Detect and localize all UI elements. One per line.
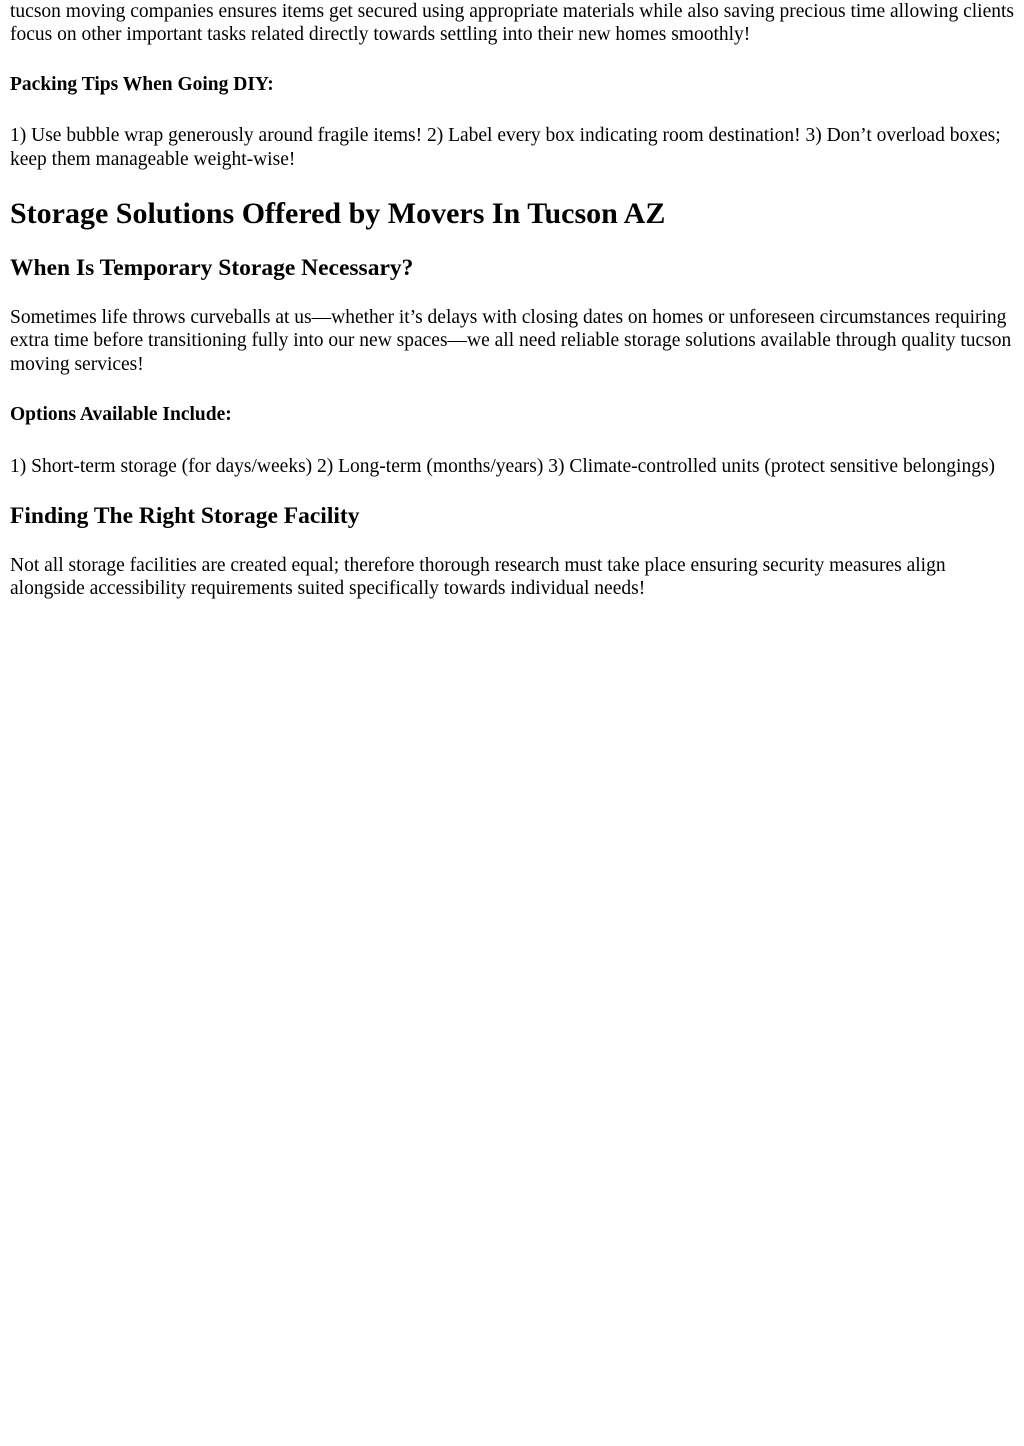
intro-paragraph: tucson moving companies ensures items get secured using appropriate materials while also saving precious time allowing clients focus on other important tasks related directly towards settling into their new homes smoothly! (10, 1, 1015, 46)
storage-solutions-heading: Storage Solutions Offered by Movers In Tucson AZ (10, 197, 666, 231)
options-heading: Options Available Include: (10, 404, 232, 426)
packing-tips-heading: Packing Tips When Going DIY: (10, 73, 274, 95)
temporary-storage-heading: When Is Temporary Storage Necessary? (10, 255, 414, 282)
finding-storage-heading: Finding The Right Storage Facility (10, 503, 360, 530)
temporary-storage-paragraph: Sometimes life throws curveballs at us—whether it’s delays with closing dates on homes or unforeseen circumstances requiring extra time before transitioning fully into our new spaces—we all need reliable storage solutions available through quality tucson moving services! (10, 307, 1012, 375)
packing-tips-paragraph: 1) Use bubble wrap generously around fragile items! 2) Label every box indicating room destination! 3) Don’t overload boxes; keep them manageable weight-wise! (10, 125, 1001, 170)
finding-storage-paragraph: Not all storage facilities are created equal; therefore thorough research must take place ensuring security measures align alongside accessibility requirements suited specifically towards individual needs! (10, 555, 946, 600)
options-paragraph: 1) Short-term storage (for days/weeks) 2) Long-term (months/years) 3) Climate-controlled units (protect sensitive belongings) (10, 455, 996, 477)
article-body (10, 0, 1014, 601)
